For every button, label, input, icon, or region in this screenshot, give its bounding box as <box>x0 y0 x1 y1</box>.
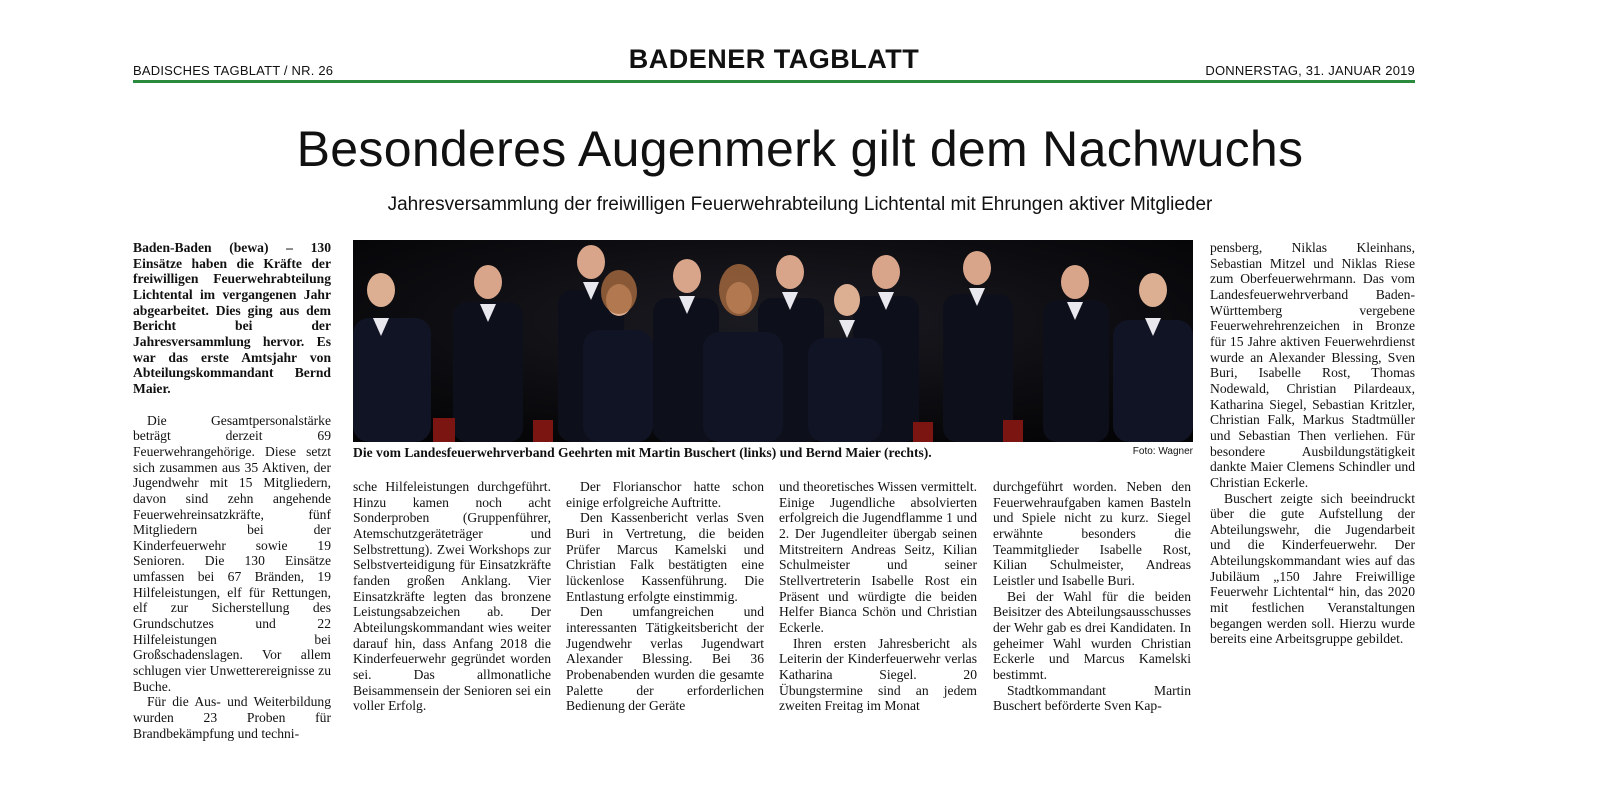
article-lead: Baden-Baden (bewa) – 130 Einsätze haben die Kräfte der freiwilligen Feuerwehrabteilung Lichtental im vergangenen Jahr abgearbeitet. Dies ging aus dem Bericht bei der Jahresversammlung hervor. Es war das erste Amtsjahr von Abteilungskommandant Bernd Maier. <box>133 240 331 396</box>
column-1 <box>133 240 331 741</box>
photo-caption-row <box>353 445 1193 461</box>
paragraph: Bei der Wahl für die beiden Beisitzer des Abteilungsausschusses der Wehr gab es drei Kandidaten. In geheimer Wahl wurden Christian Eckerle und Marcus Kamelski bestimmt. <box>993 588 1191 682</box>
article-subheadline: Jahresversammlung der freiwilligen Feuerwehrabteilung Lichtental mit Ehrungen aktiver Mitglieder <box>387 194 1213 215</box>
paragraph: Buschert zeigte sich beeindruckt über die gute Aufstellung der Abteilungswehr, die Jugendarbeit und die Kinderfeuerwehr. Der Abteilungskommandant wies auf das Jubiläum „150 Jahre Freiwillige Feuerwehr Lichtental“ hin, das 2020 mit festlichen Veranstaltungen begangen werden soll. Hierzu wurde bereits eine Arbeitsgruppe gebildet. <box>1210 490 1415 647</box>
group-photo <box>353 240 1193 442</box>
column-2 <box>353 479 551 714</box>
paragraph: Ihren ersten Jahresbericht als Leiterin der Kinderfeuerwehr verlas Katharina Siegel. 20 Übungstermine sind an jedem zweiten Freitag im Monat <box>779 635 977 714</box>
header-rule <box>133 80 1415 83</box>
photo-caption: Die vom Landesfeuerwehrverband Geehrten mit Martin Buschert (links) und Bernd Maier (rechts). <box>353 445 932 460</box>
issue-label: BADISCHES TAGBLATT / NR. 26 <box>133 63 334 78</box>
photo-credit: Foto: Wagner <box>1132 446 1193 457</box>
column-4 <box>779 479 977 714</box>
article-headline: Besonderes Augenmerk gilt dem Nachwuchs <box>296 121 1304 177</box>
issue-date: DONNERSTAG, 31. JANUAR 2019 <box>1205 63 1415 78</box>
paragraph: durchgeführt worden. Neben den Feuerwehraufgaben kamen Basteln und Spiele nicht zu kurz. Siegel erwähnte besonders die Teammitglieder Isabelle Rost, Kilian Schulmeister, Andreas Leistler und Isabelle Buri. <box>993 479 1191 588</box>
paragraph: Der Florianschor hatte schon einige erfolgreiche Auftritte. <box>566 479 764 510</box>
paragraph: und theoretisches Wissen vermittelt. Einige Jugendliche absolvierten erfolgreich die Jugendflamme 1 und 2. Der Jugendleiter übergab seinen Mitstreitern Andreas Seitz, Kilian Schulmeister und seiner Stellvertreterin Isabelle Rost ein Präsent und würdigte die beiden Helfer Bianca Schön und Christian Eckerle. <box>779 479 977 635</box>
paragraph: sche Hilfeleistungen durchgeführt. Hinzu kamen noch acht Sonderproben (Gruppenführer, Atemschutzgeräteträger und Selbstrettung). Zwei Workshops zur Selbstverteidigung für Einsatzkräfte fanden großen Anklang. Vier Einsatzkräfte legten das bronzene Leistungsabzeichen ab. Der Abteilungskommandant wies weiter darauf hin, dass Anfang 2018 die Kinderfeuerwehr gegründet worden sei. Das allmonatliche Beisammensein der Senioren sei ein voller Erfolg. <box>353 479 551 714</box>
newspaper-title: BADENER TAGBLATT <box>628 44 920 74</box>
paragraph: Für die Aus- und Weiterbildung wurden 23 Proben für Brandbekämpfung und techni- <box>133 694 331 741</box>
column-5 <box>993 479 1191 714</box>
paragraph: Den umfangreichen und interessanten Tätigkeitsbericht der Jugendwehr verlas Jugendwart Alexander Blessing. Bei 36 Probenabenden wurden die gesamte Palette der erforderlichen Bedienung der Geräte <box>566 604 764 714</box>
paragraph: Die Gesamtpersonalstärke beträgt derzeit 69 Feuerwehrangehörige. Diese setzt sich zusammen aus 35 Aktiven, der Jugendwehr mit 15 Mitgliedern, davon sind zehn angehende Feuerwehreinsatzkräfte, fünf Mitgliedern bei der Kinderfeuerwehr sowie 19 Senioren. Die 130 Einsätze umfassen bei 67 Bränden, 19 Hilfeleistungen, elf für Rettungen, elf zur Sicherstellung des Grundschutzes und 22 Hilfeleistungen bei Großschadenslagen. Vor allem schlugen vier Unwetterereignisse zu Buche. <box>133 412 331 694</box>
paragraph: Den Kassenbericht verlas Sven Buri in Vertretung, die beiden Prüfer Marcus Kamelski und Christian Falk bestätigten eine lückenlose Kassenführung. Die Entlastung erfolgte einstimmig. <box>566 510 764 604</box>
column-3 <box>566 479 764 714</box>
paragraph: Stadtkommandant Martin Buschert beförderte Sven Kap- <box>993 682 1191 714</box>
group-photo-image <box>353 240 1193 442</box>
column-6 <box>1210 240 1415 647</box>
paragraph: pensberg, Niklas Kleinhans, Sebastian Mitzel und Niklas Riese zum Oberfeuerwehrmann. Das vom Landesfeuerwehrverband Baden-Württemberg vergebene Feuerwehrehrenzeichen in Bronze für 15 Jahre aktiven Feuerwehrdienst wurde an Alexander Blessing, Sven Buri, Isabelle Rost, Thomas Nodewald, Christian Pilardeaux, Katharina Siegel, Sebastian Kritzler, Christian Falk, Markus Stadtmüller und Sebastian Then verliehen. Für besondere Ausbildungstätigkeit dankte Maier Clemens Schindler und Christian Eckerle. <box>1210 240 1415 490</box>
